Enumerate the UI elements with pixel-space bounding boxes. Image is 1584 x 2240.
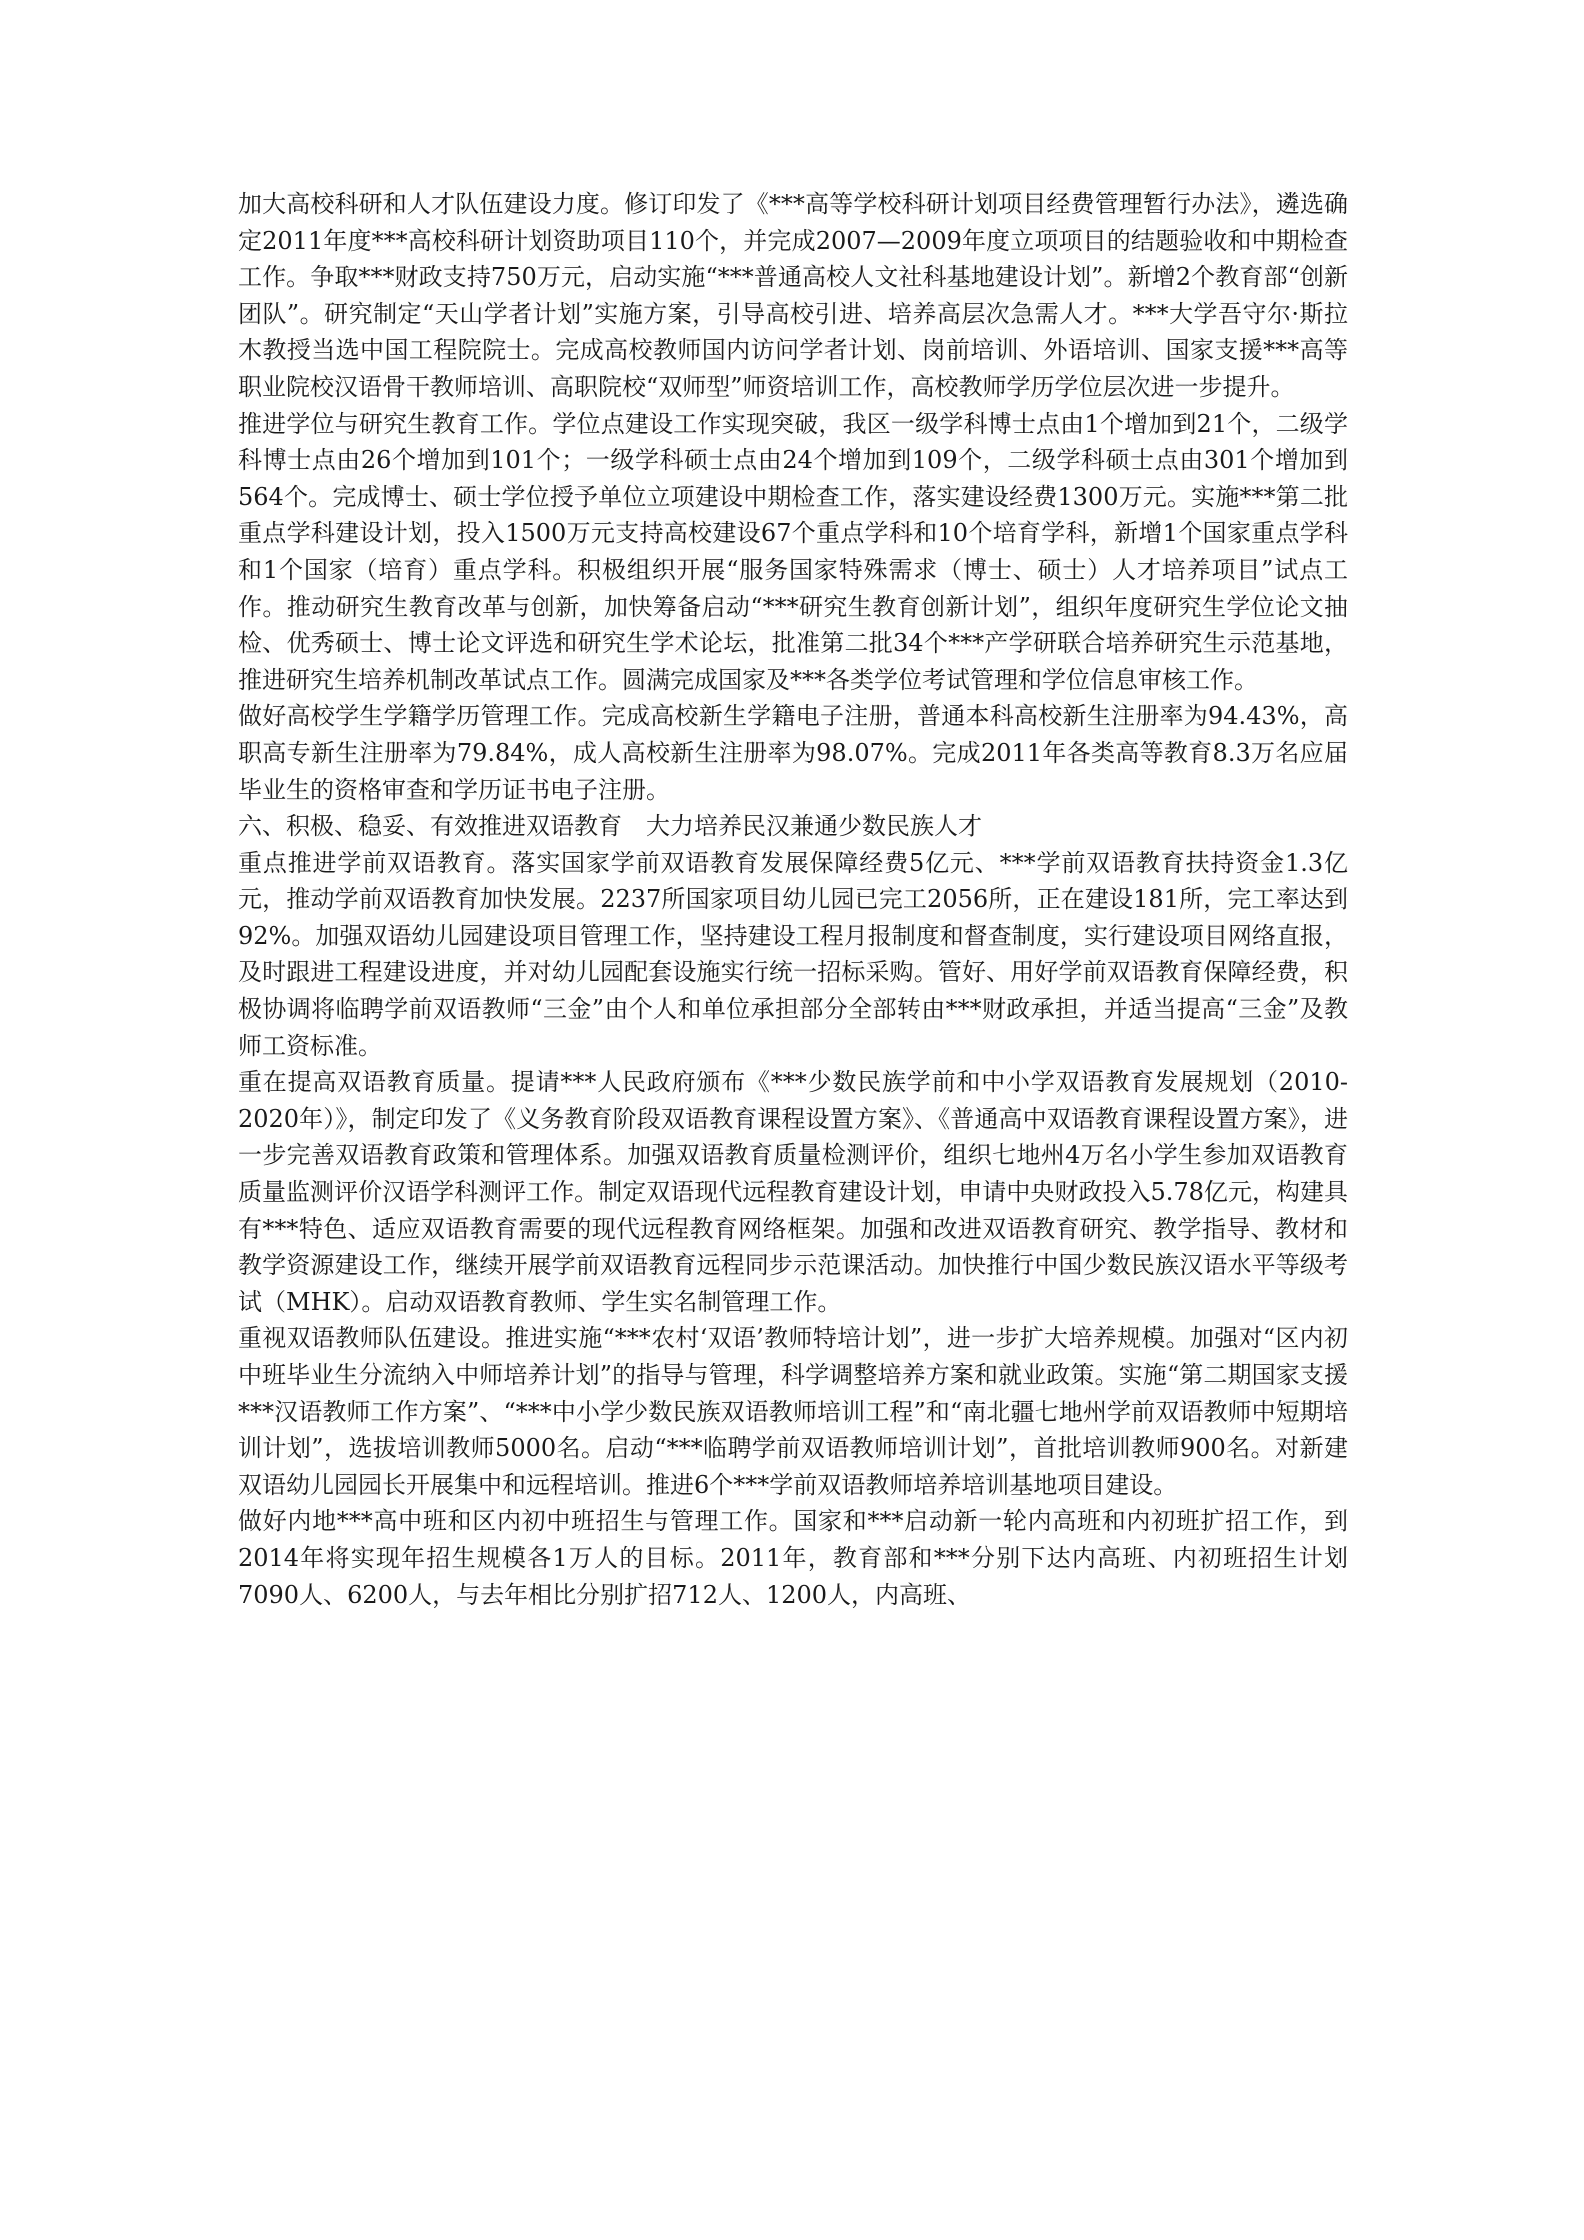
section-heading: 六、积极、稳妥、有效推进双语教育 大力培养民汉兼通少数民族人才 bbox=[238, 812, 982, 841]
paragraph-bilingual-quality: 重在提高双语教育质量。提请***人民政府颁布《***少数民族学前和中小学双语教育发展规划（2010-2020年）》，制定印发了《义务教育阶段双语教育课程设置方案》、《普通高中双语教育课程设置方案》，进一步完善双语教育政策和管理体系。加强双语教育质量检测评价，组织七地州4万名小学生参加双语教育质量监测评价汉语学科测评工作。制定双语现代远程教育建设计划，申请中央财政投入5.78亿元，构建具有***特色、适应双语教育需要的现代远程教育网络框架。加强和改进双语教育研究、教学指导、教材和教学资源建设工作，继续开展学前双语教育远程同步示范课活动。加快推行中国少数民族汉语水平等级考试（MHK）。启动双语教育教师、学生实名制管理工作。 bbox=[238, 1068, 1348, 1316]
paragraph-graduate-education: 推进学位与研究生教育工作。学位点建设工作实现突破，我区一级学科博士点由1个增加到21个，二级学科博士点由26个增加到101个；一级学科硕士点由24个增加到109个，二级学科硕士点由301个增加到564个。完成博士、硕士学位授予单位立项建设中期检查工作，落实建设经费1300万元。实施***第二批重点学科建设计划，投入1500万元支持高校建设67个重点学科和10个培育学科，新增1个国家重点学科和1个国家（培育）重点学科。积极组织开展“服务国家特殊需求（博士、硕士）人才培养项目”试点工作。推动研究生教育改革与创新，加快筹备启动“***研究生教育创新计划”，组织年度研究生学位论文抽检、优秀硕士、博士论文评选和研究生学术论坛，批准第二批34个***产学研联合培养研究生示范基地，推进研究生培养机制改革试点工作。圆满完成国家及***各类学位考试管理和学位信息审核工作。 bbox=[238, 409, 1348, 694]
paragraph-student-registration: 做好高校学生学籍学历管理工作。完成高校新生学籍电子注册，普通本科高校新生注册率为94.43%，高职高专新生注册率为79.84%，成人高校新生注册率为98.07%。完成2011年各类高等教育8.3万名应届毕业生的资格审查和学历证书电子注册。 bbox=[238, 702, 1348, 804]
paragraph-preschool-bilingual: 重点推进学前双语教育。落实国家学前双语教育发展保障经费5亿元、***学前双语教育扶持资金1.3亿元，推动学前双语教育加快发展。2237所国家项目幼儿园已完工2056所，正在建设181所，完工率达到92%。加强双语幼儿园建设项目管理工作，坚持建设工程月报制度和督查制度，实行建设项目网络直报，及时跟进工程建设进度，并对幼儿园配套设施实行统一招标采购。管好、用好学前双语教育保障经费，积极协调将临聘学前双语教师“三金”由个人和单位承担部分全部转由***财政承担，并适当提高“三金”及教师工资标准。 bbox=[238, 848, 1348, 1060]
document-body bbox=[238, 186, 1348, 1613]
paragraph-research-talent: 加大高校科研和人才队伍建设力度。修订印发了《***高等学校科研计划项目经费管理暂行办法》，遴选确定2011年度***高校科研计划资助项目110个，并完成2007—2009年度立项项目的结题验收和中期检查工作。争取***财政支持750万元，启动实施“***普通高校人文社科基地建设计划”。新增2个教育部“创新团队”。研究制定“天山学者计划”实施方案，引导高校引进、培养高层次急需人才。***大学吾守尔·斯拉木教授当选中国工程院院士。完成高校教师国内访问学者计划、岗前培训、外语培训、国家支援***高等职业院校汉语骨干教师培训、高职院校“双师型”师资培训工作，高校教师学历学位层次进一步提升。 bbox=[238, 190, 1348, 401]
paragraph-bilingual-teachers: 重视双语教师队伍建设。推进实施“***农村‘双语’教师特培计划”，进一步扩大培养规模。加强对“区内初中班毕业生分流纳入中师培养计划”的指导与管理，科学调整培养方案和就业政策。实施“第二期国家支援***汉语教师工作方案”、“***中小学少数民族双语教师培训工程”和“南北疆七地州学前双语教师中短期培训计划”，选拔培训教师5000名。启动“***临聘学前双语教师培训计划”，首批培训教师900名。对新建双语幼儿园园长开展集中和远程培训。推进6个***学前双语教师培养培训基地项目建设。 bbox=[238, 1324, 1348, 1499]
paragraph-inland-classes: 做好内地***高中班和区内初中班招生与管理工作。国家和***启动新一轮内高班和内初班扩招工作，到2014年将实现年招生规模各1万人的目标。2011年，教育部和***分别下达内高班、内初班招生计划7090人、6200人，与去年相比分别扩招712人、1200人，内高班、 bbox=[238, 1507, 1348, 1609]
